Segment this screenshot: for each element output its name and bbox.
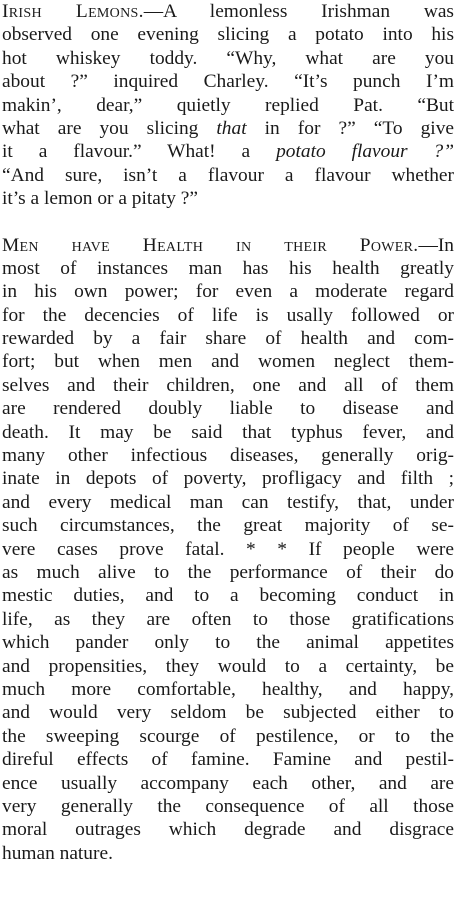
article-text-line: rewarded by a fair share of health and com- <box>2 328 454 350</box>
article-text-line: are rendered doubly liable to disease and <box>2 398 454 420</box>
article-text-line: human nature. <box>2 842 113 864</box>
article-text-line: makin’, dear,” quietly replied Pat. “But <box>2 94 454 116</box>
article-text-line: most of instances man has his health greatly <box>2 257 454 279</box>
article-text-line: it a flavour.” What! a potato flavour ?” <box>2 141 454 163</box>
article-text-line: direful effects of famine. Famine and pestil- <box>2 749 454 771</box>
article-text-line: “And sure, isn’t a flavour a flavour whether <box>2 164 454 186</box>
article-text-line: as much alive to the performance of their do <box>2 561 454 583</box>
article-text-line: which pander only to the animal appetites <box>2 632 454 654</box>
article-text-line: observed one evening slicing a potato into his <box>2 24 454 46</box>
article-text-line: selves and their children, one and all of them <box>2 374 454 396</box>
article-text-line: fort; but when men and women neglect them- <box>2 351 454 373</box>
article-separator <box>2 211 454 234</box>
article-text-line: it’s a lemon or a pitaty ?” <box>2 188 198 210</box>
article-title: Irish Lemons. <box>2 1 144 22</box>
article-text-line: very generally the consequence of all those <box>2 795 454 817</box>
article-text-line: and propensities, they would to a certainty, be <box>2 655 454 677</box>
article-text-line: many other infectious diseases, generally orig- <box>2 445 454 467</box>
article-text-line: and every medical man can testify, that, under <box>2 491 454 513</box>
article-text-line: inate in depots of poverty, profligacy and filth ; <box>2 468 454 490</box>
article-text-line: for the decencies of life is usally followed or <box>2 304 454 326</box>
article-text-line: such circumstances, the great majority of se- <box>2 515 454 537</box>
article-men-have-health <box>2 234 454 866</box>
article-text-line: vere cases prove fatal. * * If people were <box>2 538 454 560</box>
newspaper-column <box>2 0 454 865</box>
article-text-line: about ?” inquired Charley. “It’s punch I’m <box>2 71 454 93</box>
article-text-line: hot whiskey toddy. “Why, what are you <box>2 47 454 69</box>
article-text-line: —A lemonless Irishman was <box>143 1 454 22</box>
article-text-line: the sweeping scourge of pestilence, or to the <box>2 725 454 747</box>
article-text-line: mestic duties, and to a becoming conduct in <box>2 585 454 607</box>
article-text-line: in his own power; for even a moderate regard <box>2 281 454 303</box>
article-text-line: and would very seldom be subjected either to <box>2 702 454 724</box>
article-text-line: much more comfortable, healthy, and happy, <box>2 678 454 700</box>
article-text-line: ence usually accompany each other, and are <box>2 772 454 794</box>
article-title-line <box>2 234 454 257</box>
article-text-line: —In <box>418 234 454 256</box>
article-text-line: life, as they are often to those gratifications <box>2 608 454 630</box>
article-title: Men have Health in their Power. <box>2 234 419 256</box>
article-title-line <box>2 0 454 23</box>
article-text-line: what are you slicing that in for ?” “To give <box>2 117 454 139</box>
article-text-line: death. It may be said that typhus fever, and <box>2 421 454 443</box>
article-text-line: moral outrages which degrade and disgrace <box>2 819 454 841</box>
article-irish-lemons <box>2 0 454 211</box>
